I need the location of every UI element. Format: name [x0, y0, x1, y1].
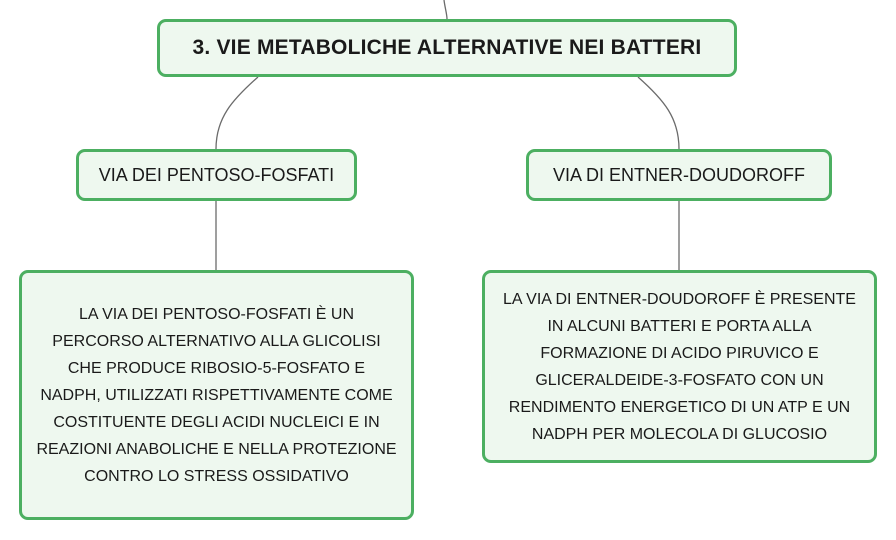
- description-text-pentose-phosphate: [36, 301, 396, 490]
- description-line: PERCORSO ALTERNATIVO ALLA GLICOLISI: [52, 332, 381, 350]
- branch-label-entner-doudoroff: VIA DI ENTNER-DOUDOROFF: [552, 164, 805, 185]
- description-line: REAZIONI ANABOLICHE E NELLA PROTEZIONE: [36, 440, 397, 458]
- description-line: LA VIA DI ENTNER-DOUDOROFF È PRESENTE: [503, 290, 856, 308]
- description-line: IN ALCUNI BATTERI E PORTA ALLA: [547, 317, 812, 335]
- description-line: CONTRO LO STRESS OSSIDATIVO: [84, 467, 349, 485]
- description-line: GLICERALDEIDE-3-FOSFATO CON UN: [535, 371, 824, 389]
- branch-label-pentose-phosphate: VIA DEI PENTOSO-FOSFATI: [98, 164, 335, 185]
- description-line: LA VIA DEI PENTOSO-FOSFATI È UN: [78, 305, 355, 323]
- description-line: FORMAZIONE DI ACIDO PIRUVICO E: [540, 344, 819, 362]
- description-node-entner-doudoroff[interactable]: [482, 270, 877, 463]
- main-topic-title: 3. VIE METABOLICHE ALTERNATIVE NEI BATTERI: [192, 36, 702, 59]
- branch-node-pentose-phosphate[interactable]: [76, 149, 357, 201]
- main-topic-node[interactable]: [157, 19, 737, 77]
- description-line: COSTITUENTE DEGLI ACIDI NUCLEICI E IN: [53, 413, 380, 431]
- description-node-pentose-phosphate[interactable]: [19, 270, 414, 520]
- description-text-entner-doudoroff: [503, 286, 856, 448]
- connector-from-parent: [444, 0, 447, 19]
- description-line: NADPH PER MOLECOLA DI GLUCOSIO: [531, 425, 828, 443]
- description-line: CHE PRODUCE RIBOSIO-5-FOSFATO E: [67, 359, 366, 377]
- connector-title-to-left-branch: [216, 77, 258, 149]
- description-line: RENDIMENTO ENERGETICO DI UN ATP E UN: [508, 398, 851, 416]
- description-line: NADPH, UTILIZZATI RISPETTIVAMENTE COME: [40, 386, 393, 404]
- branch-node-entner-doudoroff[interactable]: [526, 149, 832, 201]
- connector-title-to-right-branch: [638, 77, 679, 149]
